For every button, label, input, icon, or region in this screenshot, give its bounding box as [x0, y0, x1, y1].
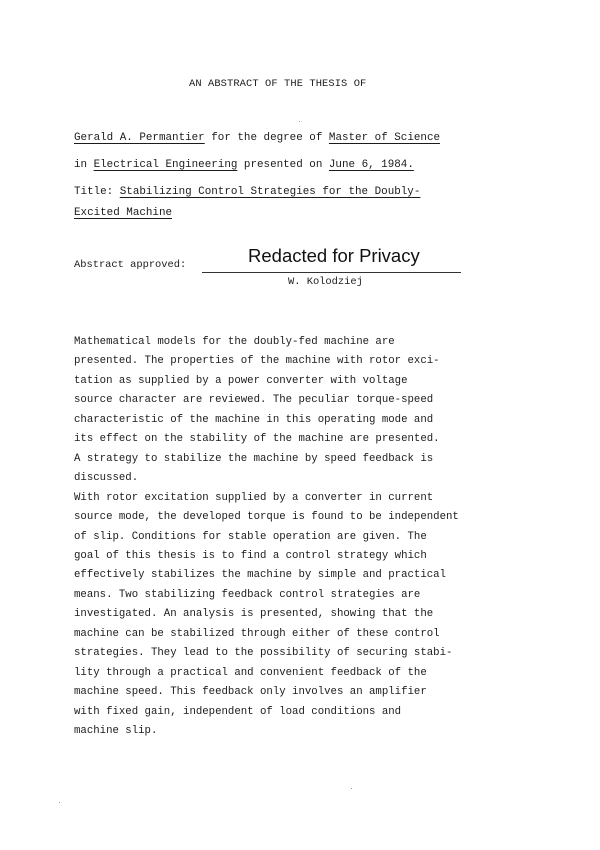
scan-speck — [59, 802, 60, 803]
abstract-line: Mathematical models for the doubly-fed machine are — [74, 336, 395, 348]
abstract-approved-label: Abstract approved: — [74, 259, 187, 271]
abstract-line: presented. The properties of the machine with rotor exci- — [74, 355, 440, 368]
department-line — [74, 159, 414, 171]
scan-speck — [299, 121, 300, 122]
abstract-line: lity through a practical and convenient feedback of the — [74, 666, 427, 679]
abstract-line: strategies. They lead to the possibility of securing stabi- — [74, 647, 453, 660]
thesis-title-part2: Excited Machine — [74, 207, 173, 219]
abstract-line: A strategy to stabilize the machine by speed feedback is — [74, 452, 434, 465]
abstract-line: machine slip. — [74, 725, 158, 738]
redacted-signature: Redacted for Privacy — [248, 245, 420, 266]
abstract-body — [74, 333, 459, 742]
title-label: Title: — [74, 186, 120, 198]
abstract-line: machine can be stabilized through either of these control — [74, 627, 440, 640]
author-line-text: for the degree of — [204, 132, 329, 144]
abstract-line: of slip. Conditions for stable operation are given. The — [74, 530, 427, 543]
author-name: Gerald A. Permantier — [74, 132, 205, 144]
abstract-line: discussed. — [74, 472, 139, 485]
abstract-line: source mode, the developed torque is found to be independent — [74, 511, 459, 524]
author-line — [74, 132, 440, 144]
department-prefix: in — [74, 159, 94, 171]
advisor-name: W. Kolodziej — [288, 276, 363, 288]
abstract-line: With rotor excitation supplied by a converter in current — [74, 491, 434, 504]
degree-name: Master of Science — [328, 132, 441, 144]
department-name: Electrical Engineering — [93, 159, 238, 171]
abstract-line: effectively stabilizes the machine by simple and practical — [74, 569, 446, 582]
thesis-title-part1: Stabilizing Control Strategies for the Doubly- — [119, 186, 421, 198]
abstract-line: goal of this thesis is to find a control strategy which — [74, 549, 427, 562]
presentation-date: June 6, 1984. — [328, 159, 414, 171]
title-continuation-line — [74, 207, 172, 219]
abstract-line: tation as supplied by a power converter with voltage — [74, 374, 408, 387]
abstract-line: characteristic of the machine in this operating mode and — [74, 413, 434, 426]
abstract-line: means. Two stabilizing feedback control strategies are — [74, 588, 421, 601]
abstract-line: its effect on the stability of the machine are presented. — [74, 433, 440, 446]
department-line-text: presented on — [237, 159, 329, 171]
scan-speck — [351, 788, 352, 789]
abstract-line: machine speed. This feedback only involves an amplifier — [74, 686, 427, 699]
abstract-line: with fixed gain, independent of load conditions and — [74, 705, 402, 718]
signature-line — [202, 272, 461, 273]
abstract-line: investigated. An analysis is presented, showing that the — [74, 608, 434, 621]
document-heading: AN ABSTRACT OF THE THESIS OF — [189, 78, 367, 90]
title-line — [74, 186, 420, 198]
abstract-line: source character are reviewed. The peculiar torque-speed — [74, 394, 434, 407]
